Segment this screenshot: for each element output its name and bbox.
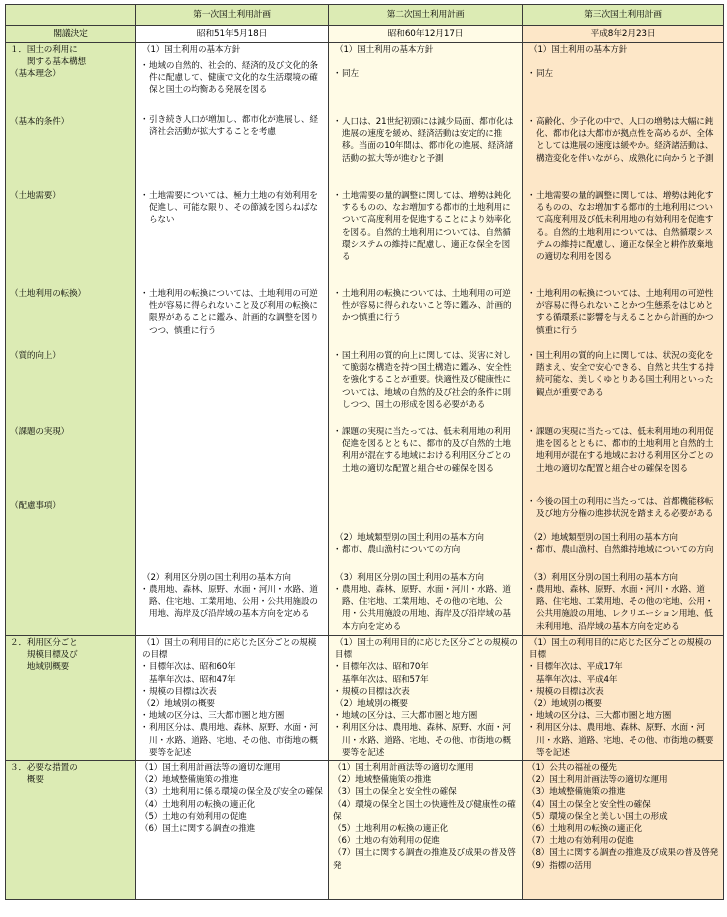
r3p3-item: （2）国土利用計画法等の適切な運用 [527,775,668,786]
p2-shitsu [333,350,518,411]
p1-rinen-text: 地域の自然的、社会的、経済的及び文化的条件に配慮して、健康で文化的な生活環境の確保と国土の均衡ある発展を図る [149,61,318,96]
p1-tenkan-text: 土地利用の転換については、土地利用の可逆性が容易に得られないこと及び利用の転換に限界があることに鑑み、計画的な調整を図りつつ、慎重に行う [149,289,319,336]
comparison-table [5,4,724,900]
label-tenkan: （土地利用の転換） [10,289,86,299]
p3-kubun [527,584,719,633]
r2p2-head: （1）国土の利用目的に応じた区分ごとの規模の目標 [335,638,518,661]
r3p1-item: （6）国土に関する調査の推進 [140,824,256,835]
bullet: ・ [140,115,149,125]
r3p1-item: （2）地域整備施策の推進 [140,775,239,786]
r3p2-item: （2）地域整備施策の推進 [333,775,432,786]
row1-label-cell [6,43,136,636]
p3-shitsu-text: 国土利用の質的向上に関しては、状況の変化を踏まえ、安全で安心できる、自然と共生する持続可能な、美しくゆとりある国土利用といった観点が重要である [536,351,714,398]
row-measures [6,761,724,900]
p2-shitsu-text: 国土利用の質的向上に関しては、災害に対して脆弱な構造を持つ国土構造に鑑み、安全性を強化することが重要。快適性及び健康性については、地域の自然的及び社会的条件に則しつつ、国土の形成を図る必要がある [342,351,512,410]
r2p1-b2-text: 規模の目標は次表 [149,686,217,697]
bullet: ・ [527,662,536,673]
r2p3-head: （1）国土の利用目的に応じた区分ごとの規模の目標 [529,638,712,661]
p3-head3: （3）利用区分別の国土利用の基本方向 [529,573,678,583]
p2-rinen [333,68,518,80]
p3-juyo-text: 土地需要の量的調整に関しては、増勢は鈍化するものの、なお増加する都市的土地利用について高度利用及び低未利用地の有効利用を促進する。自然的土地利用については、自然循環システムの維持に配慮し、適正な保全と耕作放棄地の適切な利用を図る [536,191,714,263]
bullet: ・ [527,117,536,127]
p2-kubun [333,584,518,633]
r2p1-head2: （2）地域別の概要 [142,699,215,710]
decision-plan2: 昭和60年12月17日 [329,26,523,43]
p3-shitsu [527,350,719,399]
p2-juyo [333,190,518,263]
p1-kubun [140,584,324,621]
row3-plan3-cell [523,761,724,900]
label-juyo: （土地需要） [10,191,61,201]
bullet: ・ [527,686,536,697]
r3p3-item: （5）環境の保全と美しい国土の形成 [527,811,668,822]
r2p2-b2 [333,686,518,698]
p2-rinen-text: 同左 [342,69,359,79]
p3-tenkan-text: 土地利用の転換については、土地利用の可逆性が容易に得られないことかつ生態系をはじめとする循環系に影響を与えることから計画的かつ慎重に行う [536,289,714,336]
bullet: ・ [333,351,342,361]
p3-head: （1）国土利用の基本方針 [529,45,628,55]
bullet: ・ [140,662,149,673]
r2p3-b3-text: 地域の区分は、三大都市圏と地方圏 [536,711,672,722]
bullet: ・ [527,69,536,79]
header-plan1: 第一次国土利用計画 [136,5,329,26]
header-plan2: 第二次国土利用計画 [329,5,523,26]
label-joken: （基本的条件） [10,117,70,127]
r2p1-b3 [140,710,324,722]
r2p3-b4 [527,722,719,759]
row3-plan2-cell [329,761,523,900]
decision-label: 閣議決定 [6,26,136,43]
p3-head2: （2）地域類型別の国土利用の基本方向 [529,533,678,543]
p1-head: （1）国土利用の基本方針 [142,45,241,55]
bullet: ・ [333,69,342,79]
p2-joken-text: 人口は、21世紀初頭には減少局面、都市化は進展の速度を緩め、経済活動は安定的に推移。当面の10年間は、都市化の進展、経済諸活動の拡大等が進むと予測 [342,117,514,164]
label-hairyo: （配慮事項） [10,501,61,511]
r2p3-b4-text: 利用区分は、農用地、森林、原野、水面・河川・水路、道路、宅地、その他、市街地の概要等を記述 [536,723,714,758]
r3p2-item: （7）国土に関する調査の推進及び成果の普及啓発 [333,848,516,871]
p1-joken-text: 引き続き人口が増加し、都市化が進展し、経済社会活動が拡大することを考慮 [149,115,318,138]
bullet: ・ [527,711,536,722]
p2-head3: （3）利用区分別の国土利用の基本方向 [335,573,484,583]
bullet: ・ [527,191,536,201]
label-kadai: （課題の実現） [10,427,70,437]
r2p1-b1 [140,661,324,685]
r3p3-item: （4）国土の保全と安全性の確保 [527,799,651,810]
r2p3-head2: （2）地域別の概要 [529,699,602,710]
label-rinen: （基本理念） [10,69,61,79]
bullet: ・ [527,723,536,734]
bullet: ・ [527,427,536,437]
r2p2-b3 [333,710,518,722]
r2p2-b3-text: 地域の区分は、三大都市圏と地方圏 [342,711,478,722]
p1-joken [140,114,324,138]
bullet: ・ [527,351,536,361]
row-scale-targets [6,636,724,761]
r2p1-b4 [140,722,324,759]
r2p2-b2-text: 規模の目標は次表 [342,686,410,697]
p3-ruikei [527,544,719,556]
p3-joken [527,116,719,165]
r3p1-item: （5）土地の有効利用の促進 [140,811,247,822]
r2p2-b1-text: 目標年次は、昭和70年 基準年次は、昭和57年 [342,662,429,685]
row1-plan3-cell [523,43,724,636]
r3p1-item: （3）土地利用に係る環境の保全及び安全の確保 [140,787,323,798]
row3-plan1-cell [136,761,329,900]
r3p2-item: （1）国土利用計画法等の適切な運用 [333,763,474,774]
row2-plan1-cell [136,636,329,761]
bullet: ・ [333,545,342,555]
p3-rinen [527,68,719,80]
r3p2-item: （5）土地利用の転換の適正化 [333,824,449,835]
r3p3-item: （1）公共の福祉の優先 [527,763,617,774]
p1-head2: （2）利用区分別の国土利用の基本方向 [142,573,291,583]
bullet: ・ [140,711,149,722]
p3-ruikei-text: 都市、農山漁村、自然維持地域についての方向 [536,545,714,555]
row3-label-cell [6,761,136,900]
p3-rinen-text: 同左 [536,69,553,79]
r3p2-item: （6）土地の有効利用の促進 [333,836,440,847]
r3p3-item: （9）指標の活用 [527,860,592,871]
p3-kadai-text: 課題の実現に当たっては、低未利用地の利用促進を図るとともに、都市的土地利用と自然的土地利用が混在する地域における利用区分ごとの土地の適切な配置と組合せの確保を図る [536,427,714,474]
p3-tenkan [527,288,719,337]
bullet: ・ [333,117,342,127]
bullet: ・ [333,427,342,437]
bullet: ・ [333,662,342,673]
r3p3-item: （8）国土に関する調査の推進及び成果の普及啓発 [527,848,719,859]
bullet: ・ [527,497,536,507]
p2-tenkan-text: 土地利用の転換については、土地利用の可逆性が容易に得られないこと等に鑑み、計画的かつ慎重に行う [342,289,512,324]
r3p2-item: （4）環境の保全と国土の快適性及び健康性の確保 [333,799,516,822]
bullet: ・ [527,289,536,299]
row2-plan2-cell [329,636,523,761]
header-plan3: 第三次国土利用計画 [523,5,724,26]
r2p1-b4-text: 利用区分は、農用地、森林、原野、水面・河川・水路、道路、宅地、その他、市街地の概要等を記述 [149,723,318,758]
p3-kubun-text: 農用地、森林、原野、水面・河川・水路、道路、住宅地、工業用地、その他の宅地、公用・公共用施設の用地、レクリエーション用地、低未利用地、沿岸域の基本方向を定める [536,585,714,632]
header-row [6,5,724,26]
row-basic-concept [6,43,724,636]
r2p3-b1 [527,661,719,685]
r2p2-b4-text: 利用区分は、農用地、森林、原野、水面・河川・水路、道路、宅地、その他、市街地の概要等を記述 [342,723,511,758]
bullet: ・ [140,289,149,299]
p2-ruikei [333,544,518,556]
r3p3-item: （3）地域整備施策の推進 [527,787,626,798]
r2p1-b1-text: 目標年次は、昭和60年 基準年次は、昭和47年 [149,662,236,685]
p1-tenkan [140,288,324,337]
decision-plan1: 昭和51年5月18日 [136,26,329,43]
bullet: ・ [333,191,342,201]
bullet: ・ [140,723,149,734]
p3-hairyo-text: 今後の国土の利用に当たっては、首都機能移転及び地方分権の進捗状況を踏まえる必要がある [536,497,714,520]
p2-ruikei-text: 都市、農山漁村についての方向 [342,545,461,555]
p2-head2: （2）地域類型別の国土利用の基本方向 [335,533,484,543]
bullet: ・ [527,545,536,555]
p3-joken-text: 高齢化、少子化の中で、人口の増勢は大幅に鈍化、都市化は大都市が拠点性を高めるが、全体としては進展の速度は緩やか。経済諸活動は、構造変化を伴いながら、成熟化に向かうと予測 [536,117,714,164]
p2-kubun-text: 農用地、森林、原野、水面・河川・水路、道路、住宅地、工業用地、その他の宅地、公用・公共用施設の用地、海岸及び沿岸域の基本方向を定める [342,585,511,632]
p3-kadai [527,426,719,475]
p3-juyo [527,190,719,263]
row2-label-cell [6,636,136,761]
p1-juyo-text: 土地需要については、極力土地の有効利用を促進し、可能な限り、その節減を図らねばならない [149,191,318,226]
p1-rinen [140,60,324,97]
row2-title: ２．利用区分ごと 規模目標及び 地域別概要 [10,638,78,673]
p2-tenkan [333,288,518,325]
p3-hairyo [527,496,719,520]
r3p1-item: （4）土地利用の転換の適正化 [140,799,256,810]
r2p3-b2-text: 規模の目標は次表 [536,686,604,697]
row2-plan3-cell [523,636,724,761]
p2-kadai-text: 課題の実現に当たっては、低未利用地の利用促進を図るとともに、都市的及び自然的土地利用が混在する地域における利用区分ごとの土地の適切な配置と組合せの確保を図る [342,427,511,474]
r3p1-item: （1）国土利用計画法等の適切な運用 [140,763,281,774]
bullet: ・ [140,191,149,201]
label-shitsu: （質的向上） [10,351,61,361]
r2p2-b1 [333,661,518,685]
bullet: ・ [333,289,342,299]
row1-plan1-cell [136,43,329,636]
p2-head: （1）国土利用の基本方針 [335,45,434,55]
row3-title: ３．必要な措置の 概要 [10,763,78,786]
r3p2-item: （3）国土の保全と安全性の確保 [333,787,457,798]
r2p1-b2 [140,686,324,698]
r2p3-b1-text: 目標年次は、平成17年 基準年次は、平成4年 [536,662,623,685]
decision-row [6,26,724,43]
bullet: ・ [333,585,342,595]
p2-joken [333,116,518,165]
r3p3-item: （6）土地利用の転換の適正化 [527,824,643,835]
r2p3-b3 [527,710,719,722]
bullet: ・ [140,686,149,697]
bullet: ・ [140,585,149,595]
p2-kadai [333,426,518,475]
bullet: ・ [140,61,149,71]
r2p2-b4 [333,722,518,759]
r2p1-head: （1）国土の利用目的に応じた区分ごとの規模の目標 [142,638,317,661]
p1-juyo [140,190,324,227]
header-corner [6,5,136,26]
bullet: ・ [333,711,342,722]
row1-title: １．国土の利用に 関する基本構想 [10,45,86,68]
r3p3-item: （7）土地の有効利用の促進 [527,836,634,847]
p1-kubun-text: 農用地、森林、原野、水面・河川・水路、道路、住宅地、工業用地、公用・公共用施設の用地、海岸及び沿岸域の基本方向を定める [149,585,318,620]
bullet: ・ [333,723,342,734]
r2p3-b2 [527,686,719,698]
p2-juyo-text: 土地需要の量的調整に関しては、増勢は鈍化するものの、なお増加する都市的土地利用について高度利用を促進することにより効率化を図る。自然的土地利用については、自然循環システムの維持に配慮し、適正な保全を図る [342,191,511,263]
bullet: ・ [333,686,342,697]
row1-plan2-cell [329,43,523,636]
r2p1-b3-text: 地域の区分は、三大都市圏と地方圏 [149,711,285,722]
decision-plan3: 平成8年2月23日 [523,26,724,43]
r2p2-head2: （2）地域別の概要 [335,699,408,710]
bullet: ・ [527,585,536,595]
